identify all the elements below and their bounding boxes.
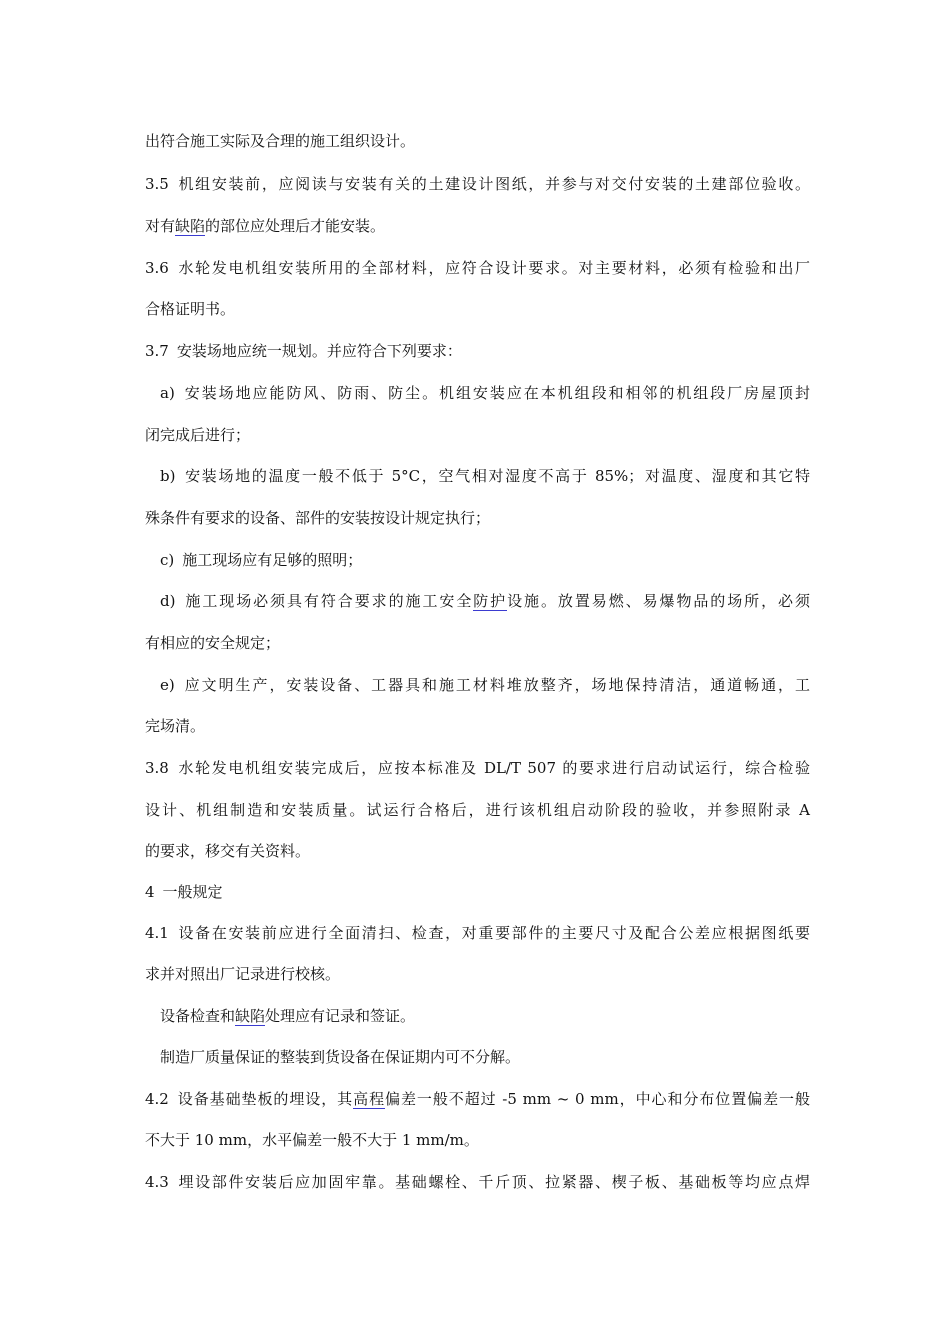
paragraph-line: 不大于 10 mm，水平偏差一般不大于 1 mm/m。 bbox=[145, 1131, 479, 1149]
paragraph-line: 求并对照出厂记录进行校核。 bbox=[145, 965, 341, 983]
clause-number: 4.3 bbox=[145, 1173, 169, 1191]
paragraph-line: 闭完成后进行； bbox=[145, 426, 251, 444]
paragraph-line: 完场清。 bbox=[145, 717, 206, 735]
paragraph-line: 有相应的安全规定； bbox=[145, 634, 281, 652]
list-marker: a) bbox=[160, 384, 175, 402]
clause-number: 3.7 bbox=[145, 342, 169, 360]
clause-4-2: 4.2 设备基础垫板的埋设，其高程偏差一般不超过 -5 mm ~ 0 mm，中心和分布位置偏差一般 bbox=[145, 1090, 810, 1108]
list-marker: b) bbox=[160, 467, 176, 485]
clause-4-3: 4.3 埋设部件安装后应加固牢靠。基础螺栓、千斤顶、拉紧器、楔子板、基础板等均应点焊 bbox=[145, 1173, 810, 1191]
term-link-defect[interactable]: 缺陷 bbox=[175, 217, 206, 235]
list-marker: c) bbox=[160, 551, 175, 569]
clause-4-1: 4.1 设备在安装前应进行全面清扫、检查，对重要部件的主要尺寸及配合公差应根据图纸要 bbox=[145, 924, 810, 942]
list-item-e: e) 应文明生产，安装设备、工器具和施工材料堆放整齐，场地保持清洁，通道畅通，工 bbox=[160, 676, 810, 694]
term-link-elevation[interactable]: 高程 bbox=[353, 1090, 386, 1108]
clause-3-7: 3.7 安装场地应统一规划。并应符合下列要求： bbox=[145, 342, 462, 360]
paragraph-line: 制造厂质量保证的整装到货设备在保证期内可不分解。 bbox=[160, 1048, 521, 1066]
clause-3-6: 3.6 水轮发电机组安装所用的全部材料，应符合设计要求。对主要材料，必须有检验和出厂 bbox=[145, 259, 810, 277]
paragraph-line: 的要求，移交有关资料。 bbox=[145, 842, 311, 860]
list-item-d: d) 施工现场必须具有符合要求的施工安全防护设施。放置易燃、易爆物品的场所，必须 bbox=[160, 592, 810, 610]
list-item-c: c) 施工现场应有足够的照明； bbox=[160, 551, 363, 569]
clause-3-8: 3.8 水轮发电机组安装完成后，应按本标准及 DL/T 507 的要求进行启动试运行，综合检验 bbox=[145, 759, 810, 777]
paragraph-line: 合格证明书。 bbox=[145, 300, 236, 318]
paragraph-line: 设备检查和缺陷处理应有记录和签证。 bbox=[160, 1007, 416, 1025]
section-heading-4: 4 一般规定 bbox=[145, 883, 223, 901]
list-marker: e) bbox=[160, 676, 175, 694]
term-link-defect[interactable]: 缺陷 bbox=[235, 1007, 266, 1025]
list-item-a: a) 安装场地应能防风、防雨、防尘。机组安装应在本机组段和相邻的机组段厂房屋顶封 bbox=[160, 384, 810, 402]
clause-number: 3.5 bbox=[145, 175, 169, 193]
term-link-protection[interactable]: 防护 bbox=[473, 592, 508, 610]
paragraph-line: 殊条件有要求的设备、部件的安装按设计规定执行； bbox=[145, 509, 491, 527]
section-number: 4 bbox=[145, 883, 155, 901]
list-item-b: b) 安装场地的温度一般不低于 5°C，空气相对湿度不高于 85%；对温度、湿度和其它特 bbox=[160, 467, 810, 485]
clause-number: 3.6 bbox=[145, 259, 169, 277]
paragraph-line: 对有缺陷的部位应处理后才能安装。 bbox=[145, 217, 386, 235]
paragraph-line: 设计、机组制造和安装质量。试运行合格后，进行该机组启动阶段的验收，并参照附录 A bbox=[145, 801, 810, 819]
clause-number: 4.2 bbox=[145, 1090, 169, 1108]
paragraph-line: 出符合施工实际及合理的施工组织设计。 bbox=[145, 132, 416, 150]
clause-3-5: 3.5 机组安装前，应阅读与安装有关的土建设计图纸，并参与对交付安装的土建部位验收。 bbox=[145, 175, 810, 193]
clause-number: 4.1 bbox=[145, 924, 169, 942]
list-marker: d) bbox=[160, 592, 176, 610]
clause-number: 3.8 bbox=[145, 759, 169, 777]
